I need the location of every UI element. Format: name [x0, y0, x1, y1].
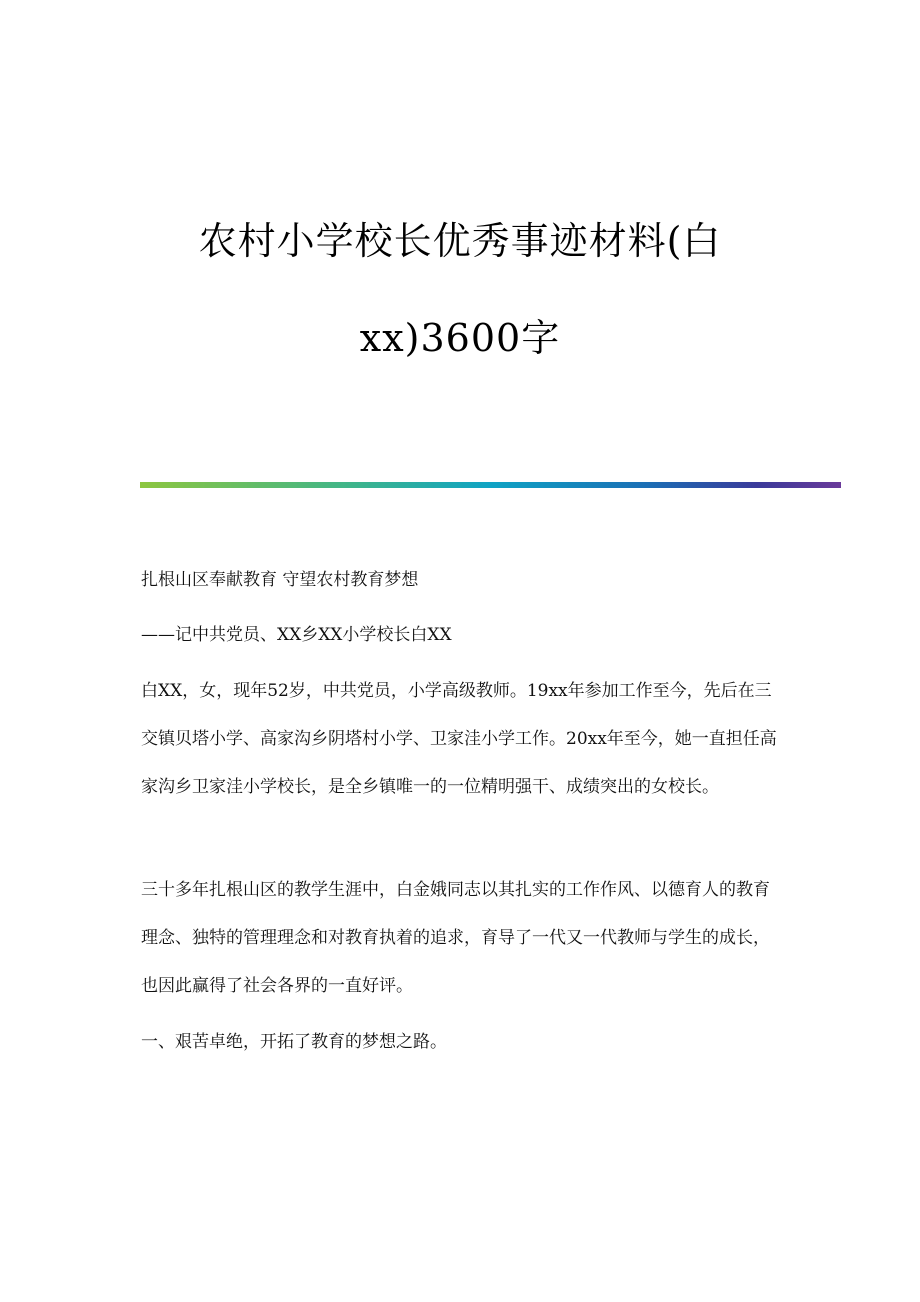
gradient-divider [140, 482, 841, 488]
document-title-line-2: xx)3600字 [359, 316, 561, 360]
subtitle-byline: ——记中共党员、XX乡XX小学校长白XX [141, 625, 452, 645]
section-heading: 一、艰苦卓绝，开拓了教育的梦想之路。 [141, 1032, 447, 1052]
body-paragraph: 白XX，女，现年52岁，中共党员，小学高级教师。19xx年参加工作至今，先后在三交镇贝塔小学、高家沟乡阴塔村小学、卫家洼小学工作。20xx年至今，她一直担任高家沟乡卫家洼小学校长，是全乡镇唯一的一位精明强干、成绩突出的女校长。 [141, 681, 777, 797]
document-title-line-1: 农村小学校长优秀事迹材料(白 [198, 219, 722, 263]
subtitle: 扎根山区奉献教育 守望农村教育梦想 [141, 570, 419, 590]
body-paragraph: 三十多年扎根山区的教学生涯中，白金娥同志以其扎实的工作作风、以德育人的教育理念、独特的管理理念和对教育执着的追求，育导了一代又一代教师与学生的成长，也因此赢得了社会各界的一直好评。 [141, 880, 770, 996]
